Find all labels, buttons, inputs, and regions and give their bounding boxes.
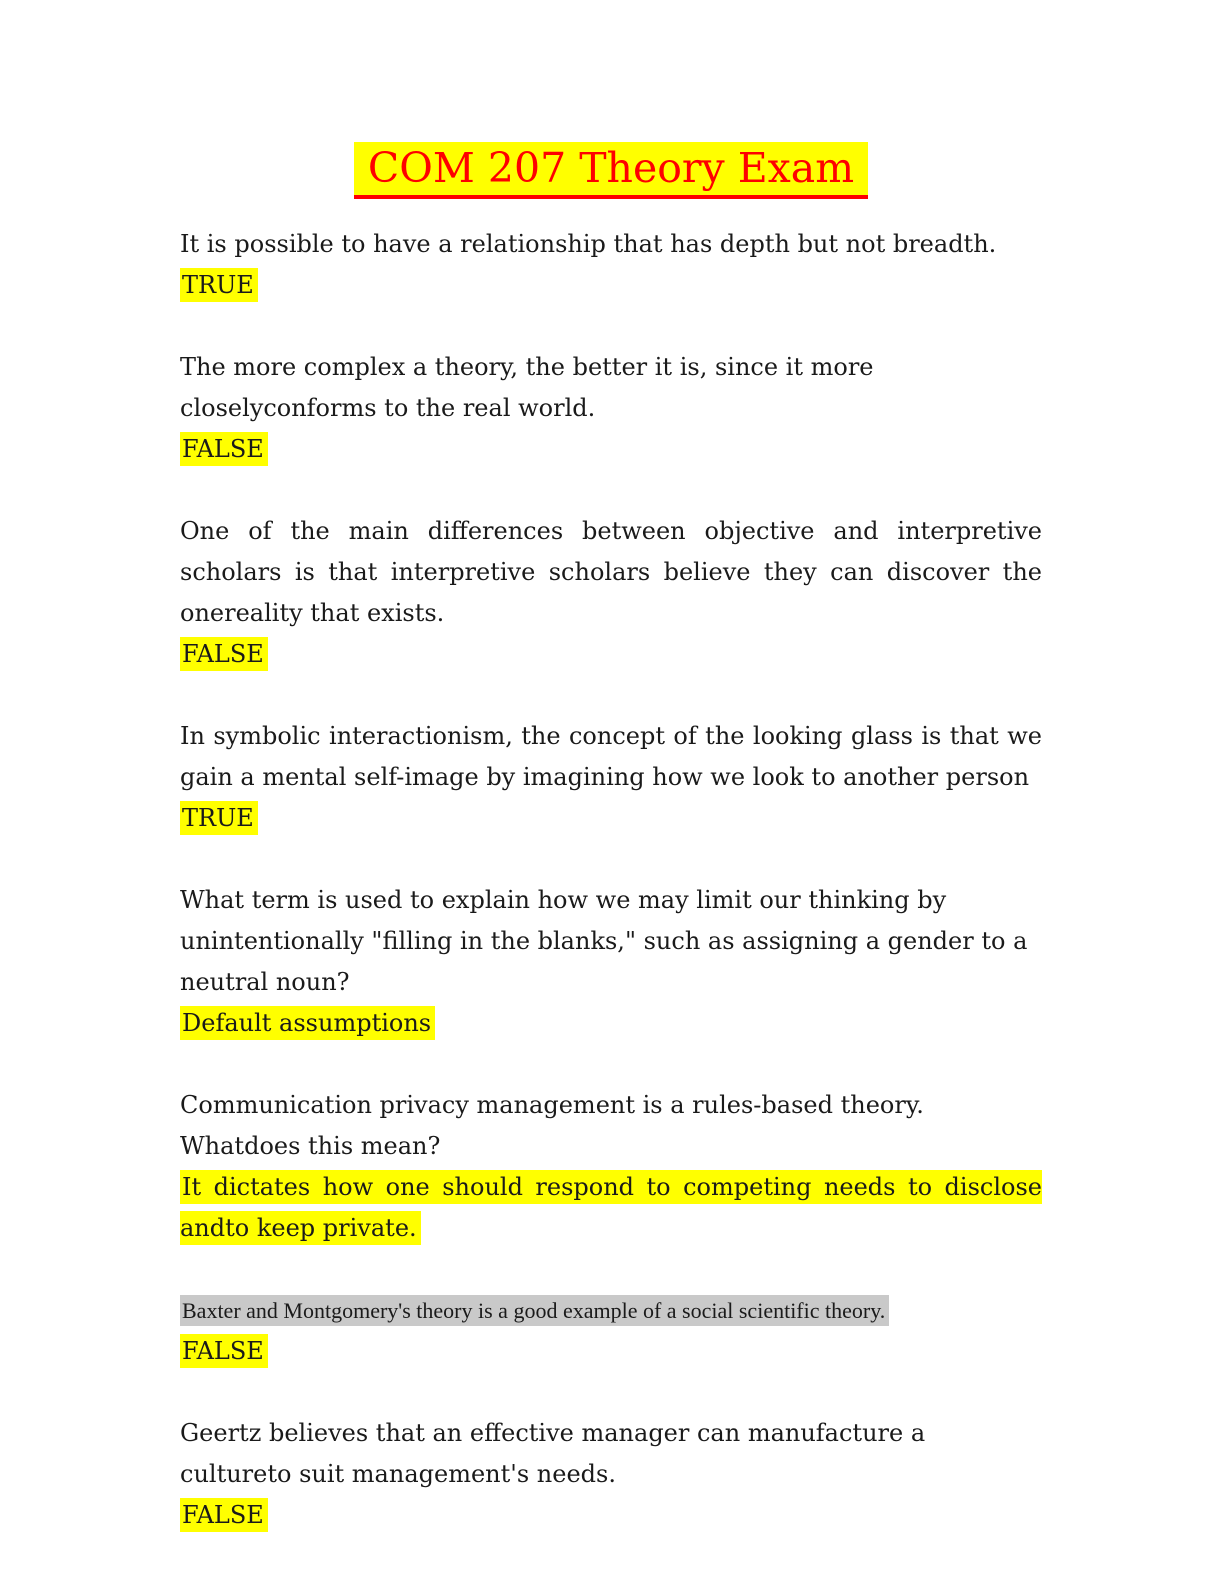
answer-highlight: FALSE [180,637,268,671]
answer-line [180,429,1042,470]
question-text: What term is used to explain how we may limit our thinking by unintentionally "filling in the blanks," such as assigning a gender to a neutral noun? [180,886,1028,996]
qa-block [180,716,1042,839]
qa-block [180,1290,1042,1372]
qa-block [180,511,1042,675]
qa-block [180,1085,1042,1249]
qa-block [180,1413,1042,1536]
answer-highlight: Default assumptions [180,1006,435,1040]
document-content [180,140,1042,1536]
answer-highlight: TRUE [180,801,258,835]
question-text: The more complex a theory, the better it is, since it more closelyconforms to the real world. [180,353,874,422]
answer-line [180,1331,1042,1372]
question-gray-highlight: Baxter and Montgomery's theory is a good example of a social scientific theory. [180,1295,889,1326]
answer-line [180,1495,1042,1536]
answer-highlight: FALSE [180,1498,268,1532]
qa-block [180,347,1042,470]
answer-line [180,265,1042,306]
answer-line [180,798,1042,839]
question-text: In symbolic interactionism, the concept of the looking glass is that we gain a mental self-image by imagining how we look to another person [180,722,1042,791]
answer-highlight: TRUE [180,268,258,302]
answer-highlight: It dictates how one should respond to competing needs to disclose andto keep private. [180,1170,1042,1245]
answer-highlight: FALSE [180,1334,268,1368]
page-title-highlight: COM 207 Theory Exam [354,142,868,199]
answer-line [180,634,1042,675]
answer-line [180,1167,1042,1249]
question-text [180,1290,1042,1331]
question-text: Geertz believes that an effective manager can manufacture a cultureto suit management's needs. [180,1419,926,1488]
qa-block [180,224,1042,306]
answer-highlight: FALSE [180,432,268,466]
question-text: Communication privacy management is a rules-based theory. Whatdoes this mean? [180,1091,924,1160]
page-title [180,140,1042,196]
question-text: One of the main differences between objective and interpretive scholars is that interpretive scholars believe they can discover the onereality that exists. [180,517,1042,627]
answer-line [180,1003,1042,1044]
qa-block [180,880,1042,1044]
question-text: It is possible to have a relationship that has depth but not breadth. [180,230,997,258]
